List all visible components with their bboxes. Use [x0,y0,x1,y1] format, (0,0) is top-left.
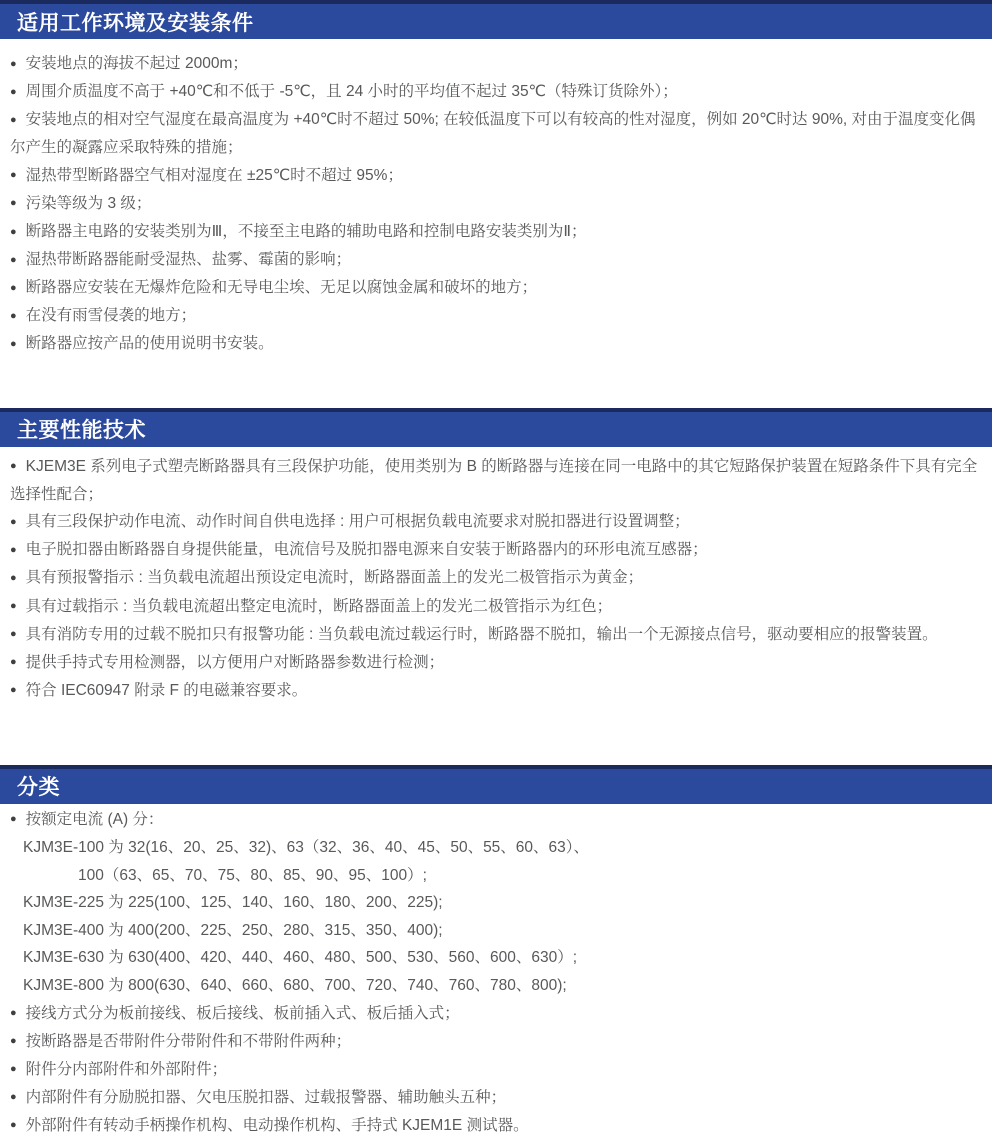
item-text: 安装地点的相对空气湿度在最高温度为 +40℃时不超过 50%; 在较低温度下可以有较高的性对湿度，例如 20℃时达 90%, 对由于温度变化偶尔产生的凝露应采取特殊的措施； [10,111,976,157]
bullet-dot-icon: ● [10,57,17,70]
bullet-dot-icon: ● [10,85,17,98]
detail-line [10,944,990,972]
bullet-dot-icon: ● [10,309,17,322]
item-text: 内部附件有分励脱扣器、欠电压脱扣器、过载报警器、辅助触头五种； [25,1088,507,1106]
bullet-dot-icon: ● [10,337,17,350]
item-text: 断路器应安装在无爆炸危险和无导电尘埃、无足以腐蚀金属和破坏的地方； [25,279,538,297]
bullet-dot-icon: ● [10,253,17,266]
bullet-dot-icon: ● [10,281,17,294]
bullet-dot-icon: ● [10,543,17,556]
bullet-dot-icon: ● [10,113,17,126]
bullet-item [10,162,990,190]
bullet-item [10,564,990,592]
item-text: 提供手持式专用检测器，以方便用户对断路器参数进行检测； [25,653,445,671]
section-content [0,806,1000,1140]
bullet-item [10,806,990,834]
bullet-dot-icon: ● [10,1035,17,1048]
item-text: KJM3E-630 为 630(400、420、440、460、480、500、530、560、600、630）; [23,949,578,967]
item-text: 断路器主电路的安装类别为Ⅲ，不接至主电路的辅助电路和控制电路安装类别为Ⅱ； [25,223,587,241]
bullet-dot-icon: ● [10,460,17,473]
section-working-environment [0,0,1000,359]
bullet-item [10,246,990,274]
bullet-item [10,1028,990,1056]
bullet-item [10,649,990,677]
bullet-dot-icon: ● [10,656,17,669]
item-text: 具有三段保护动作电流、动作时间自供电选择 : 用户可根据负载电流要求对脱扣器进行设置调整； [25,513,690,531]
bullet-item [10,621,990,649]
item-text: 附件分内部附件和外部附件； [25,1060,228,1078]
section-header-bar [0,765,992,804]
bullet-dot-icon: ● [10,813,17,826]
bullet-dot-icon: ● [10,225,17,238]
detail-line [10,834,990,862]
detail-line [10,972,990,1000]
item-text: 符合 IEC60947 附录 F 的电磁兼容要求。 [25,681,308,699]
bullet-dot-icon: ● [10,600,17,612]
item-text: 污染等级为 3 级； [25,194,152,212]
bullet-dot-icon: ● [10,197,17,210]
bullet-item [10,1112,990,1140]
section-content [0,453,1000,705]
bullet-dot-icon: ● [10,1091,17,1104]
bullet-item [10,1056,990,1084]
item-text: 具有消防专用的过载不脱扣只有报警功能 : 当负载电流过载运行时，断路器不脱扣，输出一个无源接点信号，驱动要相应的报警装置。 [25,625,938,643]
item-text: KJM3E-100 为 32(16、20、25、32)、63（32、36、40、45、50、55、60、63）、 [23,838,590,856]
bullet-item [10,106,990,162]
bullet-dot-icon: ● [10,571,17,584]
bullet-dot-icon: ● [10,515,17,528]
item-text: KJM3E-400 为 400(200、225、250、280、315、350、400); [23,921,443,939]
bullet-dot-icon: ● [10,169,17,182]
section-main-performance [0,408,1000,705]
section-content [0,50,1000,359]
section-header-bar [0,0,992,39]
item-text: KJM3E-800 为 800(630、640、660、680、700、720、740、760、780、800); [23,976,567,994]
bullet-item [10,302,990,330]
bullet-dot-icon: ● [10,684,17,697]
bullet-item [10,330,990,358]
item-text: 断路器应按产品的使用说明书安装。 [25,335,274,353]
item-text: 具有过载指示 : 当负载电流超出整定电流时，断路器面盖上的发光二极管指示为红色； [25,597,613,615]
bullet-item [10,218,990,246]
item-text: 湿热带型断路器空气相对湿度在 ±25℃时不超过 95%； [25,166,403,184]
bullet-dot-icon: ● [10,1007,17,1020]
bullet-item [10,453,990,509]
detail-line [10,862,990,890]
item-text: KJEM3E 系列电子式塑壳断路器具有三段保护功能，使用类别为 B 的断路器与连接在同一电路中的其它短路保护装置在短路条件下具有完全选择性配合； [10,457,978,503]
bullet-item [10,274,990,302]
bullet-item [10,536,990,564]
item-text: 按额定电流 (A) 分： [25,810,164,828]
item-text: 外部附件有转动手柄操作机构、电动操作机构、手持式 KJEM1E 测试器。 [25,1116,529,1134]
bullet-dot-icon: ● [10,628,17,641]
item-text: 安装地点的海拔不起过 2000m； [25,55,248,72]
item-text: KJM3E-225 为 225(100、125、140、160、180、200、225); [23,894,443,912]
section-title: 主要性能技术 [17,419,146,443]
detail-line [10,917,990,945]
bullet-item [10,50,990,78]
section-title: 分类 [17,776,60,800]
bullet-item [10,508,990,536]
item-text: 100（63、65、70、75、80、85、90、95、100）; [78,866,427,884]
section-classification [0,765,1000,1140]
item-text: 在没有雨雪侵袭的地方； [25,307,197,325]
section-header-bar [0,408,992,447]
item-text: 按断路器是否带附件分带附件和不带附件两种； [25,1032,352,1050]
bullet-item [10,1000,990,1028]
bullet-item [10,190,990,218]
section-title: 适用工作环境及安装条件 [17,11,254,35]
bullet-item [10,1084,990,1112]
bullet-item [10,677,990,705]
bullet-dot-icon: ● [10,1119,17,1132]
item-text: 具有预报警指示 : 当负载电流超出预设定电流时，断路器面盖上的发光二极管指示为黄金； [25,569,644,587]
item-text: 接线方式分为板前接线、板后接线、板前插入式、板后插入式； [25,1004,460,1022]
item-text: 湿热带断路器能耐受湿热、盐雾、霉菌的影响； [25,251,352,269]
bullet-item [10,78,990,106]
bullet-item [10,593,990,621]
detail-line [10,889,990,917]
item-text: 周围介质温度不高于 +40℃和不低于 -5℃，且 24 小时的平均值不起过 35℃（特殊订货除外）； [25,83,678,101]
bullet-dot-icon: ● [10,1063,17,1076]
item-text: 电子脱扣器由断路器自身提供能量，电流信号及脱扣器电源来自安装于断路器内的环形电流互感器； [25,541,708,559]
